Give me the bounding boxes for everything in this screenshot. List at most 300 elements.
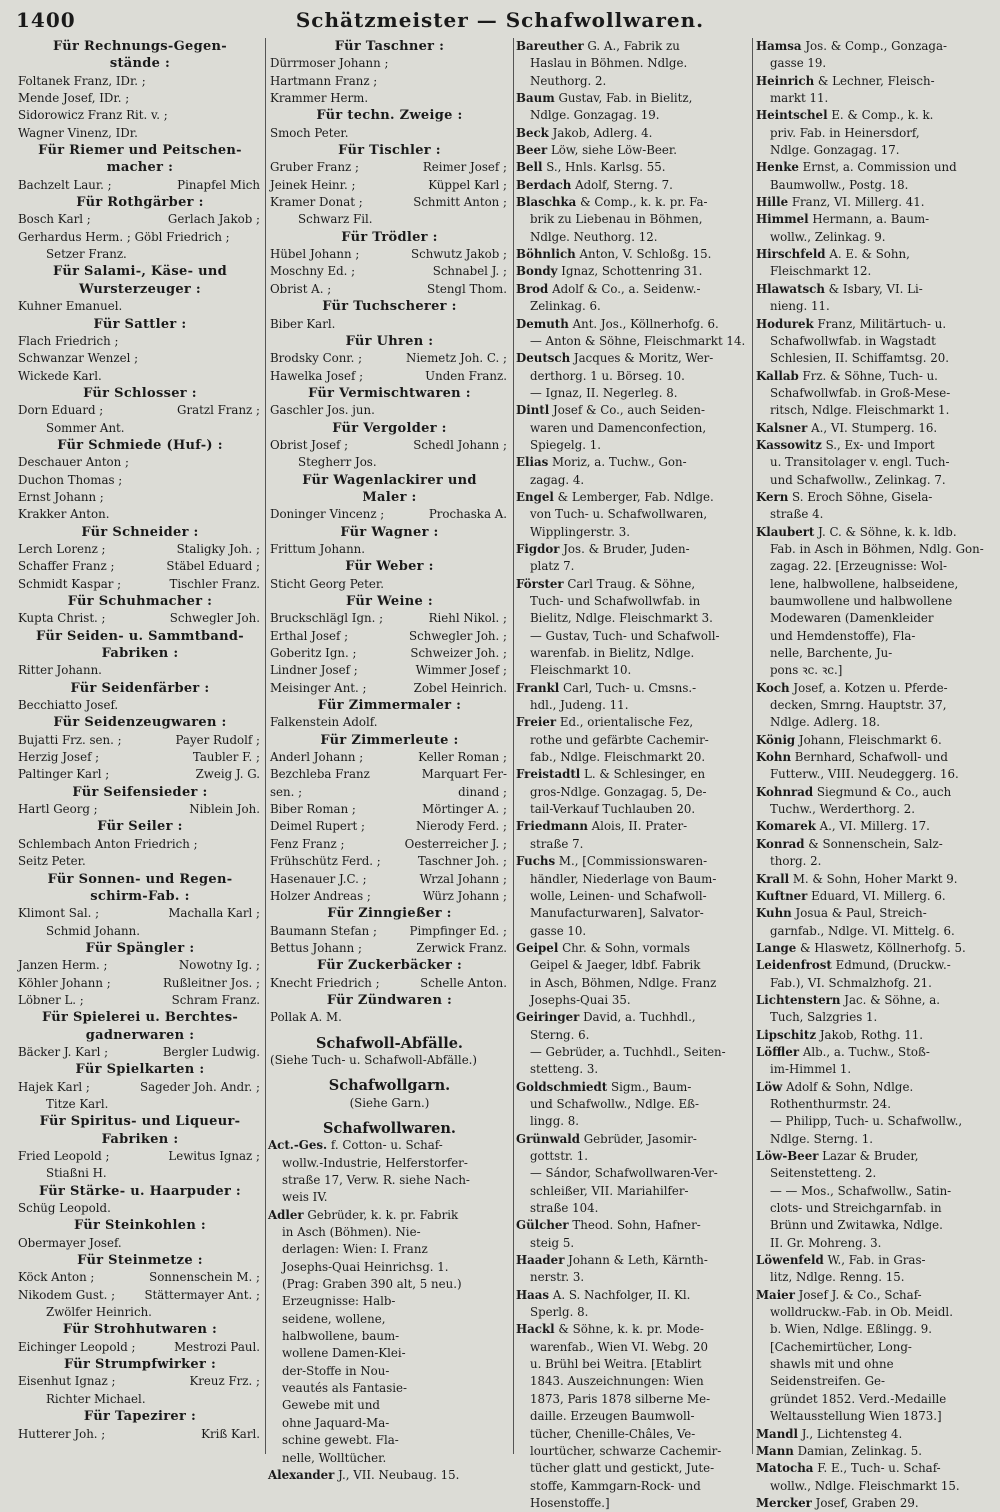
listing-line: Dürrmoser Johann ;: [270, 56, 389, 71]
firm-entry: [756, 1079, 986, 1096]
listing-line: Titze Karl.: [46, 1096, 109, 1111]
listing-line: Schlembach Anton Friedrich ;: [18, 836, 198, 851]
firm-entry: [516, 350, 750, 367]
listing-name: Taschner Joh. ;: [417, 854, 507, 869]
listing-name: Eichinger Leopold ;: [18, 1339, 136, 1354]
listing-line: Stiaßni H.: [46, 1166, 107, 1181]
firm-details: Lazar & Bruder,: [822, 1149, 919, 1163]
firm-name: Leidenfrost: [756, 958, 832, 973]
firm-details: A., VI. Stumperg. 16.: [811, 420, 938, 435]
firm-details: Jacques & Moritz, Wer-: [573, 351, 714, 366]
listing-pair: [16, 558, 264, 575]
category-heading: Für Steinmetze :: [77, 1253, 203, 1269]
category-heading: Für Uhren :: [345, 333, 434, 349]
listing-line: Stegherr Jos.: [298, 455, 377, 470]
listing-pair: [16, 1426, 264, 1443]
entry-continuation: schleißer, VII. Mariahilfer-: [530, 1183, 689, 1198]
firm-name: Mercker: [756, 1495, 812, 1510]
directory-columns: [16, 38, 986, 1510]
firm-entry: [756, 784, 986, 801]
category-heading: Für Spiritus- und Liqueur-: [39, 1114, 241, 1130]
firm-details: & Sonnenschein, Salz-: [808, 836, 943, 851]
entry-continuation: ohne Jaquard-Ma-: [282, 1415, 390, 1430]
listing-name: Dorn Eduard ;: [18, 403, 104, 418]
category-heading: Für Seifensieder :: [72, 784, 208, 800]
firm-entry: [756, 1252, 986, 1269]
firm-details: Theod. Sohn, Hafner-: [572, 1218, 701, 1233]
entry-continuation: Seidenstreifen. Ge-: [770, 1374, 885, 1389]
listing-line: Ritter Johann.: [18, 663, 102, 678]
firm-entry: [756, 1148, 986, 1165]
listing-line: Falkenstein Adolf.: [270, 715, 378, 730]
firm-name: Lichtenstern: [756, 992, 841, 1007]
listing-name: Rußleitner Jos. ;: [163, 975, 260, 990]
entry-continuation: straße 104.: [530, 1201, 599, 1216]
category-heading: Für Seiler :: [97, 819, 183, 835]
listing-name: Doninger Vincenz ;: [270, 507, 385, 522]
listing-name: Pimpfinger Ed. ;: [409, 923, 507, 938]
category-heading: Für Weine :: [346, 594, 433, 609]
entry-continuation: ritsch, Ndlge. Fleischmarkt 1.: [770, 403, 950, 418]
listing-name: Stengl Thom.: [427, 281, 507, 296]
listing-name: Gruber Franz ;: [270, 160, 359, 175]
listing-pair: [16, 541, 264, 558]
entry-continuation: — Anton & Söhne, Fleischmarkt 14.: [530, 333, 746, 348]
entry-continuation: zagag. 22. [Erzeugnisse: Wol-: [770, 559, 947, 574]
firm-details: Siegmund & Co., auch: [816, 784, 952, 799]
listing-name: Riehl Nikol. ;: [428, 611, 507, 626]
firm-details: A. E. & Sohn,: [829, 247, 910, 262]
listing-name: Schnabel J. ;: [432, 264, 507, 279]
category-heading: Für Sattler :: [93, 316, 187, 332]
firm-details: Hermann, a. Baum-: [812, 212, 930, 227]
listing-name: Payer Rudolf ;: [175, 732, 260, 747]
entry-continuation: Futterw., VIII. Neudeggerg. 16.: [770, 767, 959, 782]
firm-name: Dintl: [516, 403, 550, 418]
category-heading: Für Zimmermaler :: [317, 698, 462, 714]
listing-pair: [16, 576, 264, 593]
category-heading: Für Trödler :: [341, 229, 438, 245]
category-heading: Für Schneider :: [81, 524, 199, 540]
firm-name: Lange: [756, 940, 797, 955]
firm-entry: [516, 489, 750, 506]
listing-pair: [268, 246, 511, 263]
firm-details: Jakob, Adlerg. 4.: [552, 125, 653, 140]
category-heading: Fabriken :: [101, 1131, 179, 1147]
firm-name: Elias: [516, 455, 549, 470]
listing-pair: [16, 177, 264, 194]
section-heading: Schafwollgarn.: [328, 1077, 451, 1095]
listing-line: Mende Josef, IDr. ;: [18, 91, 130, 106]
category-heading: Für Wagenlackirer und: [302, 472, 477, 488]
firm-name: Kern: [756, 489, 789, 504]
firm-name: Kassowitz: [756, 437, 822, 452]
listing-name: Köck Anton ;: [18, 1270, 95, 1285]
listing-pair: [268, 923, 511, 940]
listing-pair: [268, 766, 511, 783]
entry-continuation: Ndlge. Adlerg. 18.: [770, 715, 880, 730]
entry-continuation: derthorg. 1 u. Börseg. 10.: [530, 368, 685, 383]
firm-name: Grünwald: [516, 1131, 580, 1146]
category-heading: Wursterzeuger :: [79, 281, 201, 297]
listing-name: Bruckschlägl Ign. ;: [270, 611, 384, 626]
listing-line: Obermayer Josef.: [18, 1235, 122, 1250]
listing-pair: [16, 957, 264, 974]
listing-name: Zweig J. G.: [195, 767, 260, 782]
firm-details: Moriz, a. Tuchw., Gon-: [552, 455, 687, 470]
listing-name: Zobel Heinrich.: [413, 680, 507, 695]
listing-pair: [268, 645, 511, 662]
firm-details: J., Lichtensteg 4.: [801, 1426, 903, 1441]
firm-name: Kohn: [756, 750, 792, 765]
firm-name: Geiringer: [516, 1010, 580, 1025]
firm-name: Löw: [756, 1079, 783, 1094]
entry-continuation: decken, Smrng. Hauptstr. 37,: [770, 698, 947, 713]
firm-entry: [756, 871, 986, 888]
category-heading: Für Schuhmacher :: [67, 594, 213, 609]
entry-continuation: lingg. 8.: [530, 1114, 580, 1129]
firm-entry: [516, 159, 750, 176]
firm-entry: [756, 107, 986, 124]
entry-continuation: seidene, wollene,: [282, 1311, 386, 1326]
listing-pair: [16, 610, 264, 627]
listing-pair: [16, 992, 264, 1009]
listing-name: Bosch Karl ;: [18, 212, 91, 227]
category-heading: Für Wagner :: [340, 524, 439, 540]
listing-line: Schwanzar Wenzel ;: [18, 351, 139, 366]
firm-details: & Comp., k. k. pr. Fa-: [580, 195, 708, 210]
category-heading: gadnerwaren :: [85, 1027, 195, 1043]
entry-continuation: Haslau in Böhmen. Ndlge.: [530, 56, 688, 71]
firm-entry: [756, 1027, 986, 1044]
listing-name: Köhler Johann ;: [18, 975, 111, 990]
entry-continuation: Neuthorg. 2.: [530, 73, 607, 88]
section-heading: Schafwoll-Abfälle.: [316, 1034, 463, 1052]
firm-entry: [756, 1460, 986, 1477]
page-header: [0, 4, 1000, 38]
entry-continuation: Ndlge. Gonzagag. 19.: [530, 108, 660, 123]
firm-entry: [756, 1044, 986, 1061]
category-heading: Für Schlosser :: [83, 385, 197, 401]
firm-details: E. & Comp., k. k.: [831, 108, 934, 123]
firm-entry: [756, 316, 986, 333]
firm-name: Förster: [516, 576, 564, 591]
listing-name: Nierody Ferd. ;: [416, 819, 507, 834]
category-heading: Für Rothgärber :: [76, 195, 204, 211]
entry-continuation: wollw., Ndlge. Fleischmarkt 15.: [770, 1478, 960, 1493]
firm-entry: [756, 1287, 986, 1304]
firm-details: Adolf, Sterng. 7.: [575, 177, 673, 192]
listing-name: Gratzl Franz ;: [177, 403, 260, 418]
listing-name: Mörtinger A. ;: [422, 802, 507, 817]
category-heading: Für Salami-, Käse- und: [53, 264, 227, 280]
firm-details: Gebrüder, Jasomir-: [583, 1131, 697, 1146]
listing-name: Deimel Rupert ;: [270, 819, 366, 834]
entry-continuation: halbwollene, baum-: [282, 1329, 400, 1344]
firm-entry: [756, 836, 986, 853]
listing-line: Ernst Johann ;: [18, 489, 104, 504]
firm-name: Frankl: [516, 680, 560, 695]
firm-details: Anton, V. Schloßg. 15.: [579, 247, 712, 262]
listing-name: Erthal Josef ;: [270, 628, 349, 643]
category-heading: Für Strumpfwirker :: [63, 1357, 217, 1373]
listing-pair: [268, 853, 511, 870]
entry-continuation: Modewaren (Damenkleider: [770, 611, 934, 626]
entry-continuation: nerstr. 3.: [530, 1270, 585, 1285]
category-heading: Für Vergolder :: [332, 420, 447, 436]
entry-continuation: Wipplingerstr. 3.: [530, 524, 631, 539]
listing-pair: [16, 1287, 264, 1304]
section-heading: Schafwollwaren.: [323, 1119, 456, 1137]
firm-details: A., VI. Millerg. 17.: [819, 819, 930, 834]
listing-name: Nikodem Gust. ;: [18, 1287, 116, 1302]
listing-name: Obrist Josef ;: [270, 437, 349, 452]
entry-continuation: gründet 1852. Verd.-Medaille: [770, 1391, 947, 1406]
firm-details: Josua & Paul, Streich-: [795, 906, 927, 921]
listing-line: Schwarz Fil.: [298, 212, 373, 227]
firm-details: David, a. Tuchhdl.,: [583, 1010, 696, 1025]
category-heading: Für Zinngießer :: [327, 906, 452, 922]
column-3: [516, 38, 750, 1510]
entry-continuation: lene, halbwollene, halbseidene,: [770, 576, 959, 591]
firm-details: J., VII. Neubaug. 15.: [338, 1467, 460, 1482]
entry-continuation: wolle, Leinen- und Schafwoll-: [530, 888, 707, 903]
firm-entry: [516, 576, 750, 593]
listing-name: Löbner L. ;: [18, 992, 84, 1007]
entry-continuation: wollene Damen-Klei-: [282, 1346, 406, 1361]
listing-name: Frühschütz Ferd. ;: [270, 854, 381, 869]
listing-name: Paltinger Karl ;: [18, 767, 110, 782]
entry-continuation: (Prag: Graben 390 alt, 5 neu.): [282, 1277, 462, 1292]
firm-details: Alois, II. Prater-: [591, 819, 688, 834]
listing-pair: [268, 871, 511, 888]
entry-continuation: Fleischmarkt 12.: [770, 264, 872, 279]
firm-entry: [756, 957, 986, 974]
firm-name: Freier: [516, 715, 557, 730]
listing-name: Kreuz Frz. ;: [189, 1374, 260, 1389]
listing-name: Hasenauer J.C. ;: [270, 871, 367, 886]
listing-name: Baumann Stefan ;: [270, 923, 377, 938]
listing-name: Anderl Johann ;: [270, 750, 364, 765]
entry-continuation: Josephs-Quai Heinrichsg. 1.: [282, 1259, 449, 1274]
spacer: [268, 1027, 511, 1035]
category-heading: Für Spielerei u. Berchtes-: [41, 1010, 239, 1026]
entry-continuation: warenfab., Wien VI. Webg. 20: [530, 1339, 709, 1354]
category-heading: Für Tapezirer :: [83, 1409, 197, 1425]
listing-line: Duchon Thomas ;: [18, 472, 123, 487]
entry-continuation: — Gebrüder, a. Tuchhdl., Seiten-: [530, 1044, 726, 1059]
firm-details: & Söhne, k. k. pr. Mode-: [558, 1322, 704, 1337]
listing-line: Kuhner Emanuel.: [18, 299, 123, 314]
entry-continuation: stoffe, Kammgarn-Rock- und: [530, 1478, 701, 1493]
entry-continuation: Fab.), VI. Schmalzhofg. 21.: [770, 975, 932, 990]
listing-pair: [268, 801, 511, 818]
entry-continuation: derlagen: Wien: I. Franz: [282, 1242, 428, 1257]
firm-details: Frz. & Söhne, Tuch- u.: [802, 368, 938, 383]
listing-name: Tischler Franz.: [169, 576, 260, 591]
entry-continuation: in Asch, Böhmen, Ndlge. Franz: [530, 975, 717, 990]
listing-name: Lewitus Ignaz ;: [168, 1149, 260, 1163]
listing-pair: [268, 506, 511, 523]
listing-name: Niemetz Joh. C. ;: [406, 351, 507, 366]
firm-details: Damian, Zelinkag. 5.: [797, 1443, 923, 1458]
firm-details: Alb., a. Tuchw., Stoß-: [802, 1044, 930, 1059]
column-2: [268, 38, 511, 1482]
listing-name: Bettus Johann ;: [270, 940, 362, 955]
listing-name: sen. ;: [270, 784, 303, 799]
firm-entry: [516, 316, 750, 333]
firm-entry: [516, 1079, 750, 1096]
firm-entry: [756, 420, 986, 437]
firm-name: Heintschel: [756, 108, 828, 123]
firm-entry: [516, 853, 750, 870]
entry-continuation: gottstr. 1.: [530, 1149, 589, 1163]
firm-entry: [516, 125, 750, 142]
firm-entry: [756, 211, 986, 228]
firm-entry: [756, 940, 986, 957]
listing-pair: [16, 749, 264, 766]
firm-entry: [756, 905, 986, 922]
firm-entry: [516, 177, 750, 194]
firm-name: Geipel: [516, 940, 559, 955]
category-heading: Für Seidenfärber :: [70, 680, 210, 696]
listing-line: Schüg Leopold.: [18, 1201, 111, 1216]
entry-continuation: gros-Ndlge. Gonzagag. 5, De-: [530, 784, 707, 799]
firm-name: Beer: [516, 143, 548, 158]
listing-name: Schelle Anton.: [420, 975, 507, 990]
firm-name: Klaubert: [756, 524, 815, 539]
entry-continuation: Ndlge. Gonzagag. 17.: [770, 143, 900, 158]
firm-details: Jos. & Bruder, Juden-: [563, 541, 690, 556]
listing-name: Prochaska A.: [428, 507, 507, 522]
category-heading: Für Spängler :: [85, 940, 195, 956]
entry-continuation: Spiegelg. 1.: [530, 437, 602, 452]
category-heading: Für Sonnen- und Regen-: [47, 871, 233, 887]
firm-entry: [516, 90, 750, 107]
firm-name: Bell: [516, 160, 543, 175]
entry-continuation: Josephs-Quai 35.: [530, 992, 631, 1007]
firm-name: Friedmann: [516, 819, 588, 834]
listing-pair: [16, 905, 264, 922]
listing-line: Gerhardus Herm. ; Göbl Friedrich ;: [18, 229, 230, 244]
firm-entry: [756, 437, 986, 454]
firm-name: Konrad: [756, 836, 805, 851]
listing-name: Wimmer Josef ;: [415, 663, 507, 678]
entry-continuation: zagag. 4.: [530, 472, 585, 487]
entry-continuation: schine gewebt. Fla-: [282, 1433, 399, 1448]
firm-name: Engel: [516, 489, 554, 504]
firm-name: Freistadtl: [516, 767, 581, 782]
entry-continuation: Ndlge. Sterng. 1.: [770, 1131, 874, 1146]
firm-entry: [516, 1009, 750, 1026]
entry-continuation: 1873, Paris 1878 silberne Me-: [530, 1391, 711, 1406]
listing-name: Eisenhut Ignaz ;: [18, 1374, 116, 1389]
entry-continuation: Schafwollwfab. in Wagstadt: [770, 333, 936, 348]
category-heading: Für Tuchscherer :: [322, 299, 457, 315]
entry-continuation: wolldruckw.-Fab. in Ob. Meidl.: [770, 1305, 953, 1320]
entry-continuation: Geipel & Jaeger, ldbf. Fabrik: [530, 958, 701, 973]
entry-continuation: im-Himmel 1.: [770, 1062, 852, 1077]
firm-entry: [516, 1321, 750, 1338]
entry-continuation: tücher glatt und gestickt, Jute-: [530, 1461, 715, 1476]
category-heading: Für Zimmerleute :: [320, 732, 459, 748]
listing-pair: [268, 281, 511, 298]
listing-line: Zwölfer Heinrich.: [46, 1305, 152, 1320]
entry-continuation: — Gustav, Tuch- und Schafwoll-: [530, 628, 720, 643]
listing-name: Schaffer Franz ;: [18, 559, 115, 574]
listing-pair: [268, 159, 511, 176]
listing-name: Bujatti Frz. sen. ;: [18, 732, 122, 747]
listing-name: Nowotny Ig. ;: [178, 958, 260, 973]
listing-name: Obrist A. ;: [270, 281, 332, 296]
column-1: [16, 38, 264, 1454]
entry-continuation: daille. Erzeugen Baumwoll-: [530, 1409, 695, 1424]
entry-continuation: Fab. in Asch in Böhmen, Ndlg. Gon-: [770, 541, 984, 556]
entry-continuation: Bielitz, Ndlge. Fleischmarkt 3.: [530, 611, 713, 626]
entry-continuation: veautés als Fantasie-: [282, 1381, 407, 1396]
page-number: 1400: [16, 8, 76, 32]
firm-details: & Hlaswetz, Köllnerhofg. 5.: [800, 940, 966, 955]
entry-continuation: Erzeugnisse: Halb-: [282, 1294, 396, 1309]
entry-continuation: b. Wien, Ndlge. Eßlingg. 9.: [770, 1322, 932, 1337]
listing-name: Goberitz Ign. ;: [270, 646, 357, 661]
spacer: [268, 1069, 511, 1077]
listing-pair: [268, 836, 511, 853]
listing-line: Deschauer Anton ;: [18, 455, 129, 470]
firm-details: Jos. & Comp., Gonzaga-: [805, 39, 948, 53]
listing-line: Foltanek Franz, IDr. ;: [18, 73, 146, 88]
entry-continuation: und Schafwollw., Ndlge. Eß-: [530, 1096, 700, 1111]
listing-name: Pinapfel Mich: [177, 177, 260, 192]
entry-continuation: — — Mos., Schafwollw., Satin-: [770, 1183, 952, 1198]
entry-continuation: und Hemdenstoffe), Fla-: [770, 628, 916, 643]
entry-continuation: baumwollene und halbwollene: [770, 594, 953, 608]
entry-continuation: wollw., Zelinkag. 9.: [770, 229, 886, 244]
listing-name: Gerlach Jakob ;: [167, 212, 260, 227]
firm-details: W., Fab. in Gras-: [827, 1253, 926, 1268]
firm-entry: [268, 1207, 511, 1224]
firm-entry: [516, 194, 750, 211]
firm-name: Goldschmiedt: [516, 1079, 608, 1094]
listing-name: Stättermayer Ant. ;: [144, 1287, 260, 1302]
listing-pair: [268, 610, 511, 627]
firm-details: L. & Schlesinger, en: [584, 767, 706, 782]
entry-continuation: weis IV.: [282, 1190, 328, 1205]
firm-entry: [756, 281, 986, 298]
entry-continuation: Rothenthurmstr. 24.: [770, 1096, 892, 1111]
firm-name: Haader: [516, 1253, 565, 1268]
entry-continuation: II. Gr. Mohreng. 3.: [770, 1235, 882, 1250]
listing-name: Reimer Josef ;: [422, 160, 507, 175]
entry-continuation: lourtücher, schwarze Cachemir-: [530, 1443, 722, 1458]
category-heading: Für Schmiede (Huf-) :: [57, 437, 223, 453]
firm-details: Löw, siehe Löw-Beer.: [550, 143, 677, 158]
listing-name: Kriß Karl.: [201, 1426, 260, 1441]
entry-continuation: Tuchw., Werderthorg. 2.: [770, 802, 915, 817]
firm-details: Josef & Co., auch Seiden-: [552, 403, 705, 418]
listing-name: Hajek Karl ;: [18, 1079, 90, 1094]
listing-name: Sonnenschein M. ;: [149, 1270, 260, 1285]
entry-continuation: Schlesien, II. Schiffamtsg. 20.: [770, 351, 950, 366]
firm-name: Mann: [756, 1443, 794, 1458]
cross-reference: (Siehe Garn.): [349, 1095, 430, 1110]
firm-name: Bareuther: [516, 39, 584, 53]
firm-entry: [756, 992, 986, 1009]
entry-continuation: brik zu Liebenau in Böhmen,: [530, 212, 703, 227]
listing-pair: [16, 732, 264, 749]
listing-line: Frittum Johann.: [270, 541, 366, 556]
column-rule: [513, 38, 514, 1454]
